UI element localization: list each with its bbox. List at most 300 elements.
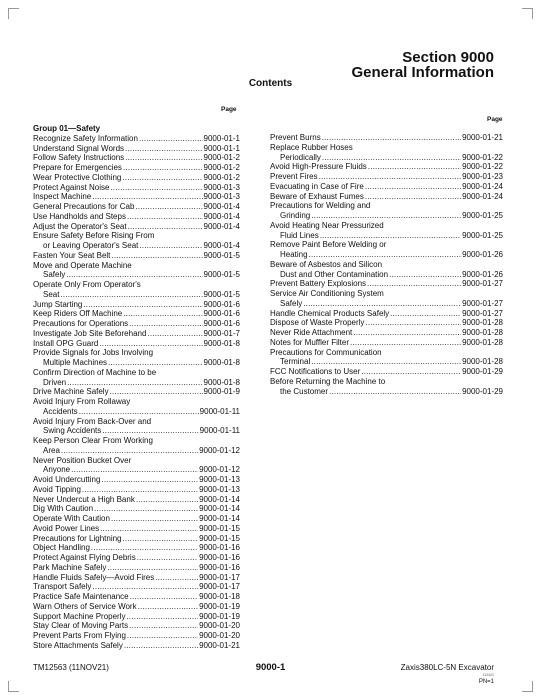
toc-entry [33, 397, 240, 407]
toc-entry-title: Replace Rubber Hoses [270, 142, 353, 152]
toc-entry-page: 9000-01-27 [462, 298, 503, 308]
section-heading [351, 50, 494, 80]
dot-leader [365, 318, 461, 328]
toc-entry [33, 456, 240, 466]
dot-leader [107, 563, 198, 573]
dot-leader [311, 357, 461, 367]
toc-entry [33, 280, 240, 290]
toc-entry [33, 339, 240, 349]
toc-entry [33, 621, 240, 631]
toc-entry [33, 407, 240, 417]
toc-entry [270, 250, 503, 260]
dot-leader [303, 299, 461, 309]
dot-leader [83, 300, 202, 310]
toc-entry-title: Dispose of Waste Properly [270, 318, 365, 328]
dot-leader [101, 475, 198, 485]
dot-leader [311, 211, 461, 221]
toc-entry [33, 417, 240, 427]
toc-entry-title: Grinding [280, 211, 311, 220]
toc-entry-page: 9000-01-4 [203, 221, 240, 231]
toc-entry-page: 9000-01-14 [199, 504, 240, 514]
toc-entry-page: 9000-01-25 [462, 211, 503, 220]
toc-entry-title: Fasten Your Seat Belt [33, 250, 111, 260]
toc-entry [33, 631, 240, 641]
toc-entry-title: Keep Riders Off Machine [33, 309, 123, 319]
dot-leader [110, 183, 202, 193]
dot-leader [139, 241, 202, 251]
toc-entry-title: Support Machine Properly [33, 611, 126, 621]
toc-entry-page: 9000-01-28 [462, 318, 503, 328]
toc-entry-title: Terminal [280, 357, 311, 367]
toc-entry-page: 9000-01-5 [203, 250, 240, 260]
dot-leader [350, 338, 461, 348]
toc-entry-title: Park Machine Safely [33, 562, 107, 572]
toc-entry-page: 9000-01-4 [203, 211, 240, 221]
toc-entry-page: 9000-01-24 [462, 181, 503, 191]
dot-leader [111, 514, 198, 524]
toc-entry-title: or Leaving Operator's Seat [43, 241, 139, 250]
dot-leader [139, 134, 203, 144]
toc-entry-page: 9000-01-2 [203, 172, 240, 182]
dot-leader [92, 192, 202, 202]
toc-entry [33, 300, 240, 310]
toc-entry [270, 309, 503, 319]
dot-leader [390, 309, 461, 319]
dot-leader [125, 144, 203, 154]
toc-entry-title: Install OPG Guard [33, 338, 99, 348]
toc-entry [270, 367, 503, 377]
toc-entry-page: 9000-01-24 [462, 191, 503, 201]
toc-entry-page: 9000-01-11 [199, 406, 240, 416]
toc-entry [33, 387, 240, 397]
toc-entry [270, 318, 503, 328]
toc-right-column [270, 133, 503, 396]
toc-entry-page: 9000-01-21 [199, 640, 240, 650]
print-code: 112421 [482, 673, 494, 677]
dot-leader [123, 309, 202, 319]
dot-leader [365, 182, 461, 192]
toc-entry-title: Accidents [43, 406, 78, 416]
dot-leader [147, 329, 202, 339]
crop-mark-top-right [522, 8, 533, 19]
toc-entry-page: 9000-01-3 [203, 182, 240, 192]
toc-entry-page: 9000-01-11 [199, 426, 240, 436]
toc-entry [33, 163, 240, 173]
toc-entry [270, 221, 503, 231]
dot-leader [66, 270, 202, 280]
dot-leader [108, 358, 202, 368]
dot-leader [319, 172, 462, 182]
dot-leader [127, 631, 198, 641]
toc-entry [33, 504, 240, 514]
toc-entry-page: 9000-01-12 [199, 465, 240, 475]
toc-entry [33, 534, 240, 544]
toc-entry [270, 240, 503, 250]
toc-entry-title: Safely [43, 270, 66, 280]
dot-leader [102, 426, 198, 436]
dot-leader [61, 446, 198, 456]
toc-entry [270, 348, 503, 358]
toc-entry-page: 9000-01-1 [203, 143, 240, 153]
toc-entry-page: 9000-01-16 [199, 562, 240, 572]
toc-entry-title: Wear Protective Clothing [33, 172, 122, 182]
crop-mark-bottom-left [8, 681, 19, 692]
toc-entry-title: the Customer [280, 386, 329, 396]
toc-entry [33, 426, 240, 436]
toc-entry-title: Evacuating in Case of Fire [270, 181, 364, 191]
toc-entry-page: 9000-01-13 [199, 484, 240, 494]
dot-leader [130, 592, 198, 602]
toc-entry-title: Remove Paint Before Welding or [270, 240, 387, 250]
toc-entry-title: Avoid Undercutting [33, 475, 101, 484]
toc-entry [33, 602, 240, 612]
toc-entry [33, 475, 240, 485]
toc-entry [33, 241, 240, 251]
toc-entry [33, 582, 240, 592]
toc-entry-page: 9000-01-5 [203, 270, 240, 280]
toc-entry-title: Prevent Battery Explosions [270, 279, 367, 289]
toc-entry-title: Precautions for Communication [270, 347, 382, 357]
toc-entry-page: 9000-01-9 [203, 387, 240, 397]
toc-entry [270, 299, 503, 309]
toc-entry [270, 260, 503, 270]
dot-leader [389, 270, 461, 280]
toc-entry-page: 9000-01-22 [462, 152, 503, 162]
toc-group-heading [33, 124, 240, 134]
toc-entry-title: Driven [43, 377, 67, 387]
toc-entry-title: Handle Fluids Safely—Avoid Fires [33, 572, 155, 582]
manual-id: TM12563 (11NOV21) [33, 663, 109, 672]
dot-leader [129, 319, 202, 329]
toc-entry-page: 9000-01-27 [462, 308, 503, 318]
toc-entry-page: 9000-01-16 [199, 553, 240, 562]
toc-entry-page: 9000-01-14 [199, 494, 240, 504]
dot-leader [94, 504, 198, 514]
toc-entry [33, 183, 240, 193]
dot-leader [353, 328, 461, 338]
dot-leader [71, 465, 198, 475]
page-column-header-right: Page [487, 116, 503, 123]
toc-entry-title: Store Attachments Safely [33, 640, 123, 650]
dot-leader [129, 621, 198, 631]
toc-entry [270, 231, 503, 241]
dot-leader [92, 582, 198, 592]
toc-entry-title: Protect Against Noise [33, 182, 110, 192]
dot-leader [137, 553, 198, 563]
toc-entry-page: 9000-01-20 [199, 631, 240, 640]
toc-entry-title: Warn Others of Service Work [33, 601, 137, 611]
dot-leader [367, 279, 461, 289]
toc-entry-page: 9000-01-8 [203, 338, 240, 348]
toc-entry [33, 192, 240, 202]
toc-entry-title: Safely [280, 298, 303, 308]
toc-entry [270, 153, 503, 163]
toc-entry [33, 543, 240, 553]
toc-entry-title: Prevent Fires [270, 172, 318, 181]
toc-entry [33, 261, 240, 271]
toc-entry-title: Avoid Injury From Back-Over and [33, 416, 152, 426]
toc-entry-title: FCC Notifications to User [270, 367, 361, 376]
toc-entry [33, 319, 240, 329]
toc-entry [33, 368, 240, 378]
toc-entry-page: 9000-01-29 [462, 386, 503, 396]
toc-entry-page: 9000-01-3 [203, 192, 240, 202]
toc-entry-title: Avoid Tipping [33, 484, 81, 494]
crop-mark-top-left [8, 8, 19, 19]
toc-entry [33, 251, 240, 261]
toc-entry-title: Never Ride Attachment [270, 328, 353, 337]
toc-entry [270, 289, 503, 299]
toc-entry-title: Inspect Machine [33, 192, 92, 202]
toc-entry-title: Provide Signals for Jobs Involving [33, 348, 154, 358]
dot-leader [99, 339, 202, 349]
dot-leader [365, 192, 461, 202]
toc-entry-title: Multiple Machines [43, 358, 108, 367]
toc-entry-title: Prevent Parts From Flying [33, 631, 126, 640]
toc-entry-page: 9000-01-18 [199, 592, 240, 601]
toc-entry [270, 328, 503, 338]
dot-leader [309, 250, 462, 260]
toc-entry-page: 9000-01-7 [203, 328, 240, 338]
toc-entry [33, 329, 240, 339]
dot-leader [110, 387, 203, 397]
toc-entry [33, 202, 240, 212]
dot-leader [138, 602, 198, 612]
toc-entry [270, 143, 503, 153]
dot-leader [322, 133, 461, 143]
toc-entry-page: 9000-01-8 [203, 377, 240, 387]
toc-entry [33, 309, 240, 319]
dot-leader [128, 222, 203, 232]
toc-entry-title: Group 01—Safety [33, 124, 101, 133]
toc-entry-title: Avoid Power Lines [33, 523, 100, 533]
toc-entry [33, 573, 240, 583]
dot-leader [91, 543, 198, 553]
toc-entry-page: 9000-01-28 [462, 328, 503, 337]
toc-entry [270, 270, 503, 280]
toc-entry-title: Avoid Injury From Rollaway [33, 397, 131, 406]
toc-entry [270, 279, 503, 289]
toc-entry-title: Operate With Caution [33, 514, 110, 523]
toc-entry-title: Dust and Other Contamination [280, 269, 389, 279]
toc-entry-title: Transport Safely [33, 582, 92, 592]
toc-entry-title: Seat [43, 289, 60, 299]
toc-entry-page: 9000-01-8 [203, 358, 240, 367]
dot-leader [329, 387, 461, 397]
toc-entry-page: 9000-01-12 [199, 445, 240, 455]
toc-entry-title: Recognize Safety Information [33, 133, 138, 143]
dot-leader [135, 202, 202, 212]
toc-entry [33, 514, 240, 524]
toc-entry [33, 222, 240, 232]
toc-entry-page: 9000-01-22 [462, 162, 503, 172]
toc-entry-title: Operate Only From Operator's [33, 280, 141, 289]
dot-leader [155, 573, 198, 583]
toc-entry [33, 465, 240, 475]
page-number: 9000-1 [255, 662, 286, 673]
toc-entry-title: Prevent Burns [270, 133, 321, 142]
dot-leader [368, 162, 461, 172]
toc-entry-page: 9000-01-23 [462, 172, 503, 181]
toc-entry [33, 446, 240, 456]
toc-entry-page: 9000-01-20 [199, 621, 240, 631]
toc-entry-title: Jump Starting [33, 299, 83, 309]
toc-entry-page: 9000-01-21 [462, 133, 503, 142]
toc-entry [270, 201, 503, 211]
toc-entry [33, 436, 240, 446]
toc-entry-page: 9000-01-26 [462, 250, 503, 259]
crop-mark-bottom-right [522, 681, 533, 692]
dot-leader [60, 290, 202, 300]
toc-entry-title: Move and Operate Machine [33, 260, 132, 270]
toc-entry-title: Handle Chemical Products Safely [270, 308, 390, 318]
toc-entry-page: 9000-01-16 [199, 543, 240, 553]
toc-entry-title: Beware of Asbestos and Silicon [270, 259, 383, 269]
toc-entry-title: Keep Person Clear From Working [33, 436, 153, 445]
toc-entry-title: Stay Clear of Moving Parts [33, 621, 129, 631]
toc-entry-title: Avoid Heating Near Pressurized [270, 220, 384, 230]
dot-leader [124, 641, 198, 651]
toc-entry-title: Prepare for Emergencies [33, 163, 122, 172]
toc-entry-page: 9000-01-27 [462, 279, 503, 289]
toc-entry-title: Notes for Muffler Filter [270, 337, 349, 347]
toc-entry [33, 612, 240, 622]
toc-entry [33, 231, 240, 241]
toc-entry-title: Precautions for Lightning [33, 533, 122, 543]
toc-entry-title: Fluid Lines [280, 230, 319, 240]
toc-entry [270, 172, 503, 182]
toc-entry-page: 9000-01-19 [199, 601, 240, 611]
toc-entry [33, 290, 240, 300]
toc-entry [33, 495, 240, 505]
toc-entry [33, 563, 240, 573]
toc-entry [33, 153, 240, 163]
toc-entry-page: 9000-01-28 [462, 337, 503, 347]
toc-entry-page: 9000-01-26 [462, 269, 503, 279]
toc-entry [270, 192, 503, 202]
toc-entry-page: 9000-01-4 [203, 202, 240, 211]
toc-entry [33, 553, 240, 563]
toc-entry-title: Practice Safe Maintenance [33, 592, 129, 601]
toc-entry-title: Area [43, 445, 60, 455]
toc-entry-title: Use Handholds and Steps [33, 211, 126, 221]
dot-leader [125, 153, 202, 163]
toc-entry-title: Follow Safety Instructions [33, 153, 125, 163]
dot-leader [320, 231, 461, 241]
toc-entry-title: Understand Signal Words [33, 143, 125, 153]
toc-entry-title: Avoid High-Pressure Fluids [270, 162, 367, 172]
dot-leader [67, 378, 202, 388]
toc-entry [270, 377, 503, 387]
toc-entry-page: 9000-01-28 [462, 357, 503, 367]
model-name: Zaxis380LC-5N Excavator [400, 663, 494, 672]
toc-left-column [33, 124, 240, 651]
toc-entry-title: General Precautions for Cab [33, 202, 135, 211]
toc-entry [33, 378, 240, 388]
toc-entry-page: 9000-01-17 [199, 582, 240, 592]
toc-entry [33, 592, 240, 602]
toc-entry [270, 357, 503, 367]
toc-entry-page: 9000-01-19 [199, 611, 240, 621]
toc-entry [33, 348, 240, 358]
toc-entry [270, 182, 503, 192]
toc-entry-title: Beware of Exhaust Fumes [270, 191, 364, 201]
toc-entry [270, 133, 503, 143]
toc-entry-page: 9000-01-2 [203, 163, 240, 172]
toc-entry-page: 9000-01-4 [203, 241, 240, 250]
dot-leader [322, 153, 461, 163]
toc-entry [33, 212, 240, 222]
toc-entry [33, 144, 240, 154]
toc-entry [33, 270, 240, 280]
toc-entry-title: Periodically [280, 152, 321, 162]
toc-entry-title: Protect Against Flying Debris [33, 553, 136, 562]
toc-entry-title: Never Position Bucket Over [33, 455, 132, 465]
section-subtitle: General Information [351, 64, 494, 81]
dot-leader [127, 612, 199, 622]
dot-leader [79, 407, 199, 417]
toc-entry [270, 162, 503, 172]
toc-entry-title: Precautions for Operations [33, 319, 129, 328]
toc-entry [33, 173, 240, 183]
toc-entry-title: Object Handling [33, 543, 90, 553]
dot-leader [123, 163, 203, 173]
toc-entry-title: Anyone [43, 465, 71, 475]
toc-entry-title: Confirm Direction of Machine to be [33, 367, 157, 377]
toc-entry-page: 9000-01-29 [462, 367, 503, 376]
toc-entry [33, 134, 240, 144]
contents-title: Contents [248, 78, 293, 89]
toc-entry-page: 9000-01-15 [199, 533, 240, 543]
section-number: Section 9000 [402, 49, 494, 66]
dot-leader [361, 367, 461, 377]
dot-leader [111, 251, 202, 261]
toc-entry-title: Precautions for Welding and [270, 201, 371, 211]
page-column-header-left: Page [221, 106, 237, 113]
toc-entry-page: 9000-01-25 [462, 230, 503, 240]
toc-entry [33, 524, 240, 534]
dot-leader [123, 534, 199, 544]
toc-entry-page: 9000-01-6 [203, 309, 240, 319]
toc-entry-title: Never Undercut a High Bank [33, 494, 135, 504]
dot-leader [82, 485, 198, 495]
dot-leader [127, 212, 203, 222]
toc-entry-title: Before Returning the Machine to [270, 376, 386, 386]
toc-entry [33, 358, 240, 368]
toc-entry-title: Heating [280, 250, 308, 259]
toc-entry-page: 9000-01-2 [203, 153, 240, 163]
toc-entry [33, 485, 240, 495]
toc-entry-title: Ensure Safety Before Rising From [33, 231, 155, 241]
toc-entry-title: Investigate Job Site Beforehand [33, 328, 147, 338]
pn-number: PN=1 [478, 679, 494, 685]
toc-entry-page: 9000-01-14 [199, 514, 240, 523]
toc-entry-page: 9000-01-17 [199, 572, 240, 582]
dot-leader [100, 524, 198, 534]
toc-entry-page: 9000-01-15 [199, 523, 240, 533]
toc-entry-title: Adjust the Operator's Seat [33, 221, 127, 231]
toc-entry-page: 9000-01-6 [203, 319, 240, 328]
toc-entry-page: 9000-01-6 [203, 299, 240, 309]
toc-entry-page: 9000-01-1 [203, 133, 240, 143]
toc-entry-title: Drive Machine Safely [33, 387, 109, 397]
toc-entry [270, 387, 503, 397]
dot-leader [136, 495, 198, 505]
toc-entry-title: Dig With Caution [33, 504, 94, 514]
dot-leader [122, 173, 202, 183]
toc-entry-title: Swing Accidents [43, 426, 102, 436]
toc-entry [270, 338, 503, 348]
